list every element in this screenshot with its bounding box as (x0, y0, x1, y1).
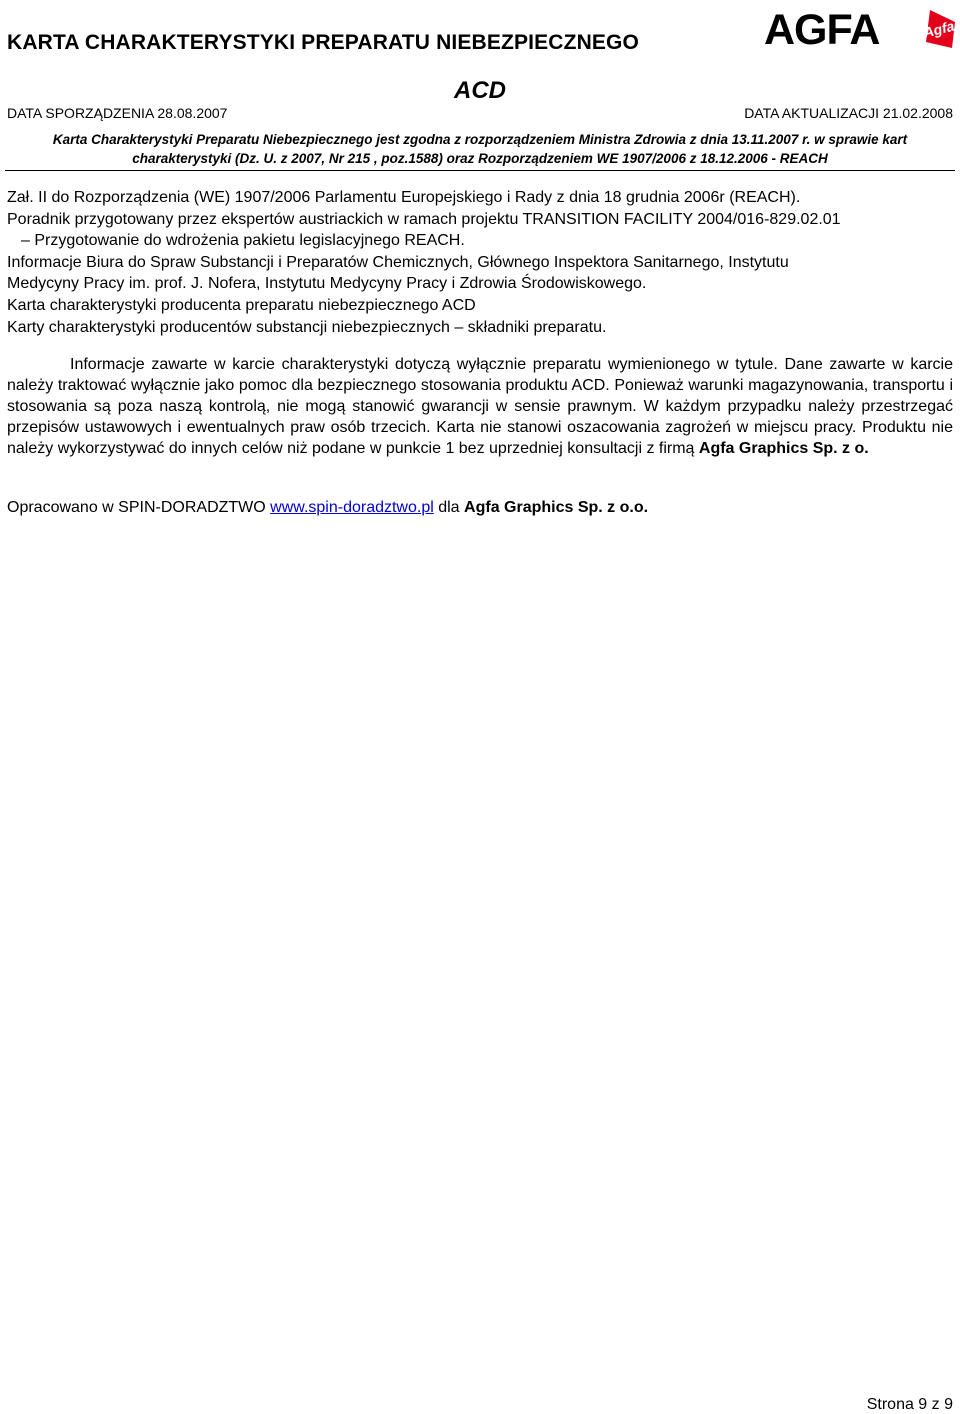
prepared-by-company: Agfa Graphics Sp. z o.o. (464, 499, 649, 516)
reference-item: Informacje Biura do Spraw Substancji i Preparatów Chemicznych, Głównego Inspektora Sanitarnego, Instytutu (7, 253, 789, 271)
references-list (7, 187, 953, 338)
legal-notice-line-1: Karta Charakterystyki Preparatu Niebezpiecznego jest zgodna z rozporządzeniem Ministra Zdrowia z dnia 13.11.2007 r. w sprawie kart (52, 132, 908, 147)
disclaimer-paragraph (7, 354, 953, 459)
prepared-by-middle: dla (433, 499, 465, 516)
agfa-logo-wordmark: AGFA (764, 6, 880, 54)
product-name: ACD (454, 77, 506, 104)
reference-item: Karta charakterystyki producenta preparatu niebezpiecznego ACD (7, 296, 476, 314)
agfa-logo-badge-text: Agfa (921, 17, 956, 41)
spin-doradztwo-link[interactable]: www.spin-doradztwo.pl (270, 499, 434, 516)
disclaimer-company: Agfa Graphics Sp. z o. (698, 440, 869, 457)
date-updated: DATA AKTUALIZACJI 21.02.2008 (744, 105, 953, 121)
disclaimer-text: Informacje zawarte w karcie charakterystyki dotyczą wyłącznie preparatu wymienionego w tytule. Dane zawarte w karcie należy traktować wyłącznie jako pomoc dla bezpiecznego stosowania produktu ACD. Ponieważ warunki magazynowania, transportu i stosowania są poza naszą kontrolą, nie mogą stanowić gwarancji w sensie prawnym. W każdym przypadku należy przestrzegać przepisów ustawowych i ewentualnych praw osób trzecich. Karta nie stanowi oszacowania zagrożeń w miejscu pracy. Produktu nie należy wykorzystywać do innych celów niż podane w punkcie 1 bez uprzedniej konsultacji z firmą (7, 356, 953, 457)
page-number: Strona 9 z 9 (866, 1396, 953, 1413)
date-created: DATA SPORZĄDZENIA 28.08.2007 (7, 105, 228, 121)
reference-item: Poradnik przygotowany przez ekspertów austriackich w ramach projektu TRANSITION FACILITY 2004/016-829.02.01 (7, 210, 841, 228)
prepared-by (7, 499, 648, 517)
prepared-by-prefix: Opracowano w SPIN-DORADZTWO (7, 499, 271, 516)
header-divider (5, 170, 955, 171)
legal-notice-line-2: charakterystyki (Dz. U. z 2007, Nr 215 , poz.1588) oraz Rozporządzeniem WE 1907/2006 z 18.12.2006 - REACH (132, 151, 828, 166)
agfa-logo (762, 4, 958, 54)
reference-item: – Przygotowanie do wdrożenia pakietu legislacyjnego REACH. (21, 232, 465, 250)
legal-notice (0, 130, 960, 168)
agfa-logo-badge (921, 10, 956, 48)
reference-item: Karty charakterystyki producentów substancji niebezpiecznych – składniki preparatu. (7, 318, 607, 336)
reference-item: Medycyny Pracy im. prof. J. Nofera, Instytutu Medycyny Pracy i Zdrowia Środowiskowego. (7, 275, 647, 293)
reference-item: Zał. II do Rozporządzenia (WE) 1907/2006 Parlamentu Europejskiego i Rady z dnia 18 grudnia 2006r (REACH). (7, 189, 801, 206)
document-title: KARTA CHARAKTERYSTYKI PREPARATU NIEBEZPIECZNEGO (7, 31, 640, 54)
